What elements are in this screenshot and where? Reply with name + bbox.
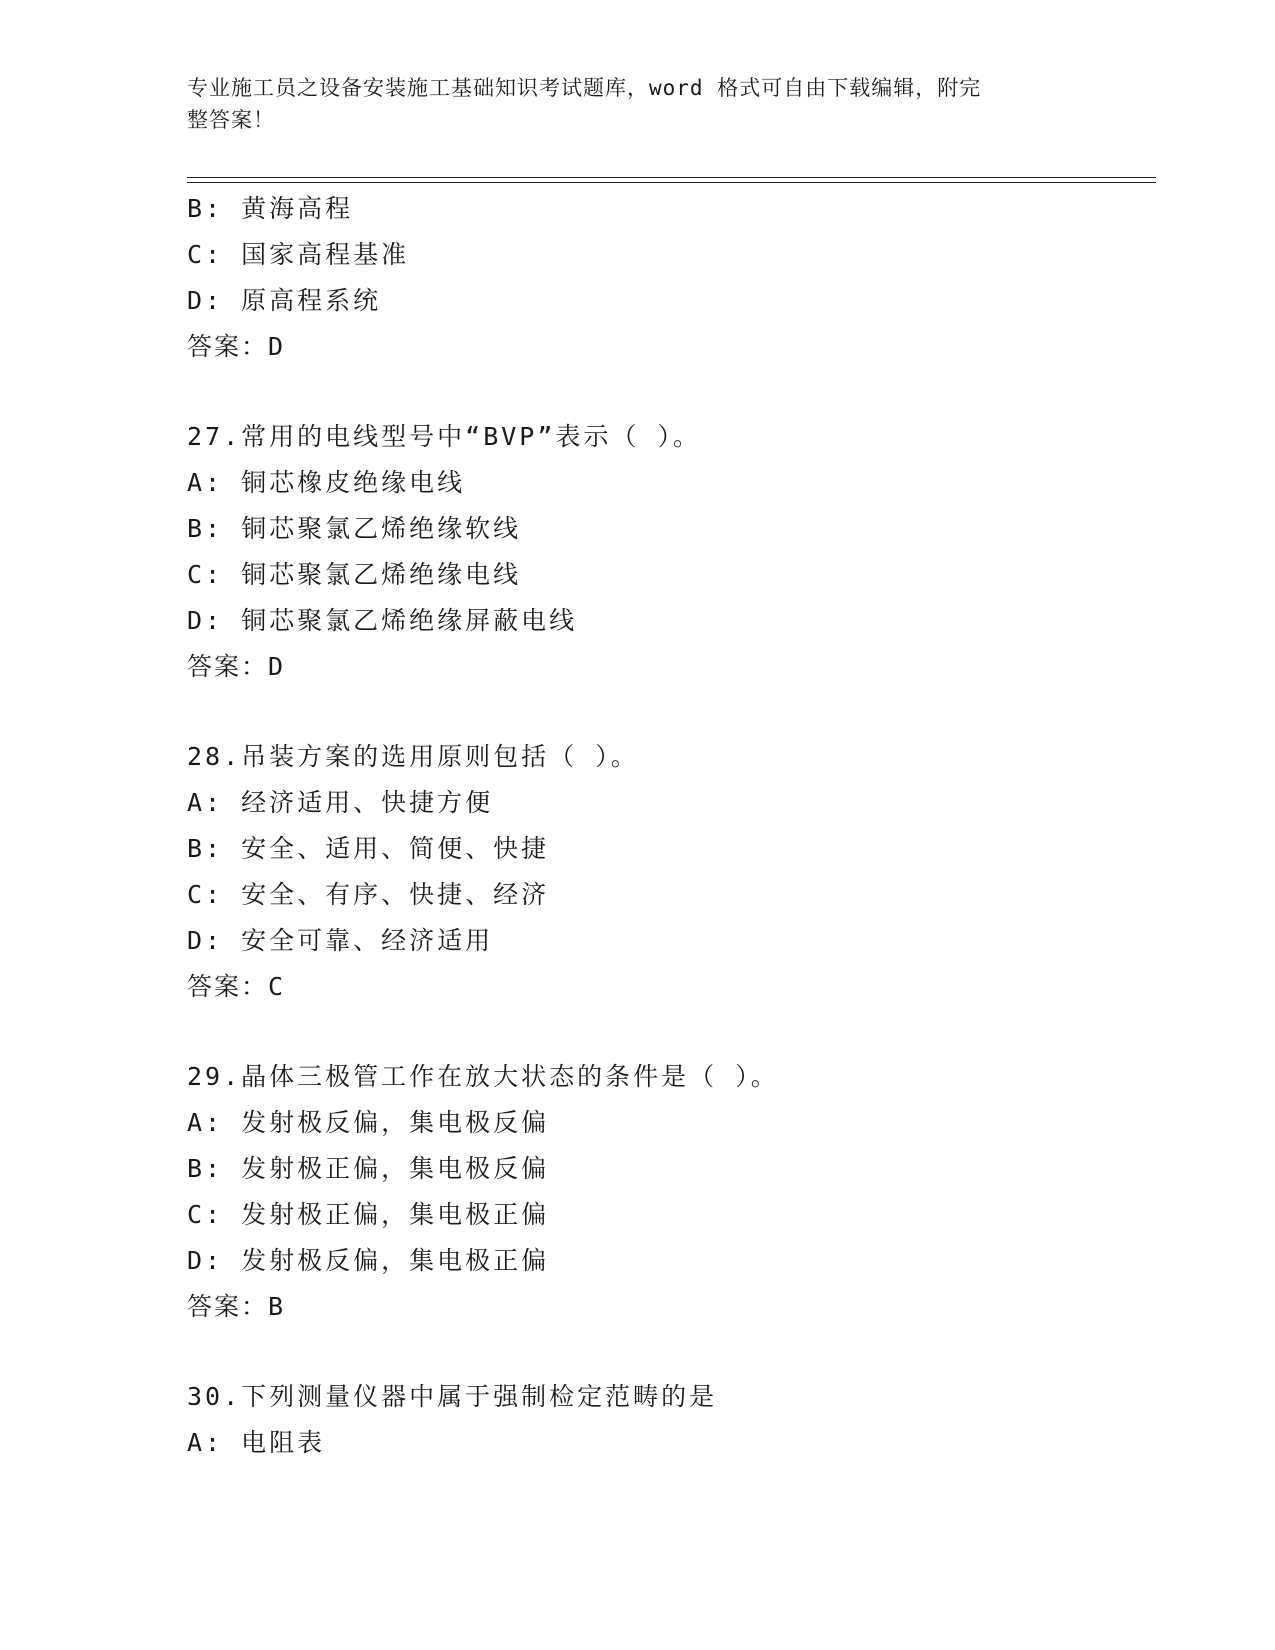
answer: 答案：D: [187, 652, 286, 681]
option-b: B: 发射极正偏，集电极反偏: [187, 1154, 550, 1183]
answer: 答案：D: [187, 332, 286, 361]
document-body: [187, 186, 1147, 1466]
option-a: A: 发射极反偏，集电极反偏: [187, 1108, 550, 1137]
header-divider: [187, 177, 1156, 183]
option-c: C: 国家高程基准: [187, 240, 410, 269]
document-header: 专业施工员之设备安装施工基础知识考试题库，word 格式可自由下载编辑，附完 整答案！: [187, 76, 982, 132]
question-27: 27.常用的电线型号中“BVP”表示（ ）。: [187, 422, 701, 451]
option-d: D: 铜芯聚氯乙烯绝缘屏蔽电线: [187, 606, 578, 635]
option-d: D: 原高程系统: [187, 286, 382, 315]
option-a: A: 电阻表: [187, 1428, 326, 1457]
answer: 答案：C: [187, 972, 286, 1001]
option-b: B: 铜芯聚氯乙烯绝缘软线: [187, 514, 522, 543]
question-30: 30.下列测量仪器中属于强制检定范畴的是: [187, 1382, 718, 1411]
question-29: 29.晶体三极管工作在放大状态的条件是（ ）。: [187, 1062, 779, 1091]
answer: 答案：B: [187, 1292, 286, 1321]
option-c: C: 安全、有序、快捷、经济: [187, 880, 550, 909]
option-b: B: 安全、适用、简便、快捷: [187, 834, 550, 863]
question-28: 28.吊装方案的选用原则包括（ ）。: [187, 742, 639, 771]
option-c: C: 发射极正偏，集电极正偏: [187, 1200, 550, 1229]
option-d: D: 发射极反偏，集电极正偏: [187, 1246, 550, 1275]
option-d: D: 安全可靠、经济适用: [187, 926, 494, 955]
option-a: A: 铜芯橡皮绝缘电线: [187, 468, 466, 497]
option-c: C: 铜芯聚氯乙烯绝缘电线: [187, 560, 522, 589]
option-b: B: 黄海高程: [187, 194, 354, 223]
option-a: A: 经济适用、快捷方便: [187, 788, 494, 817]
